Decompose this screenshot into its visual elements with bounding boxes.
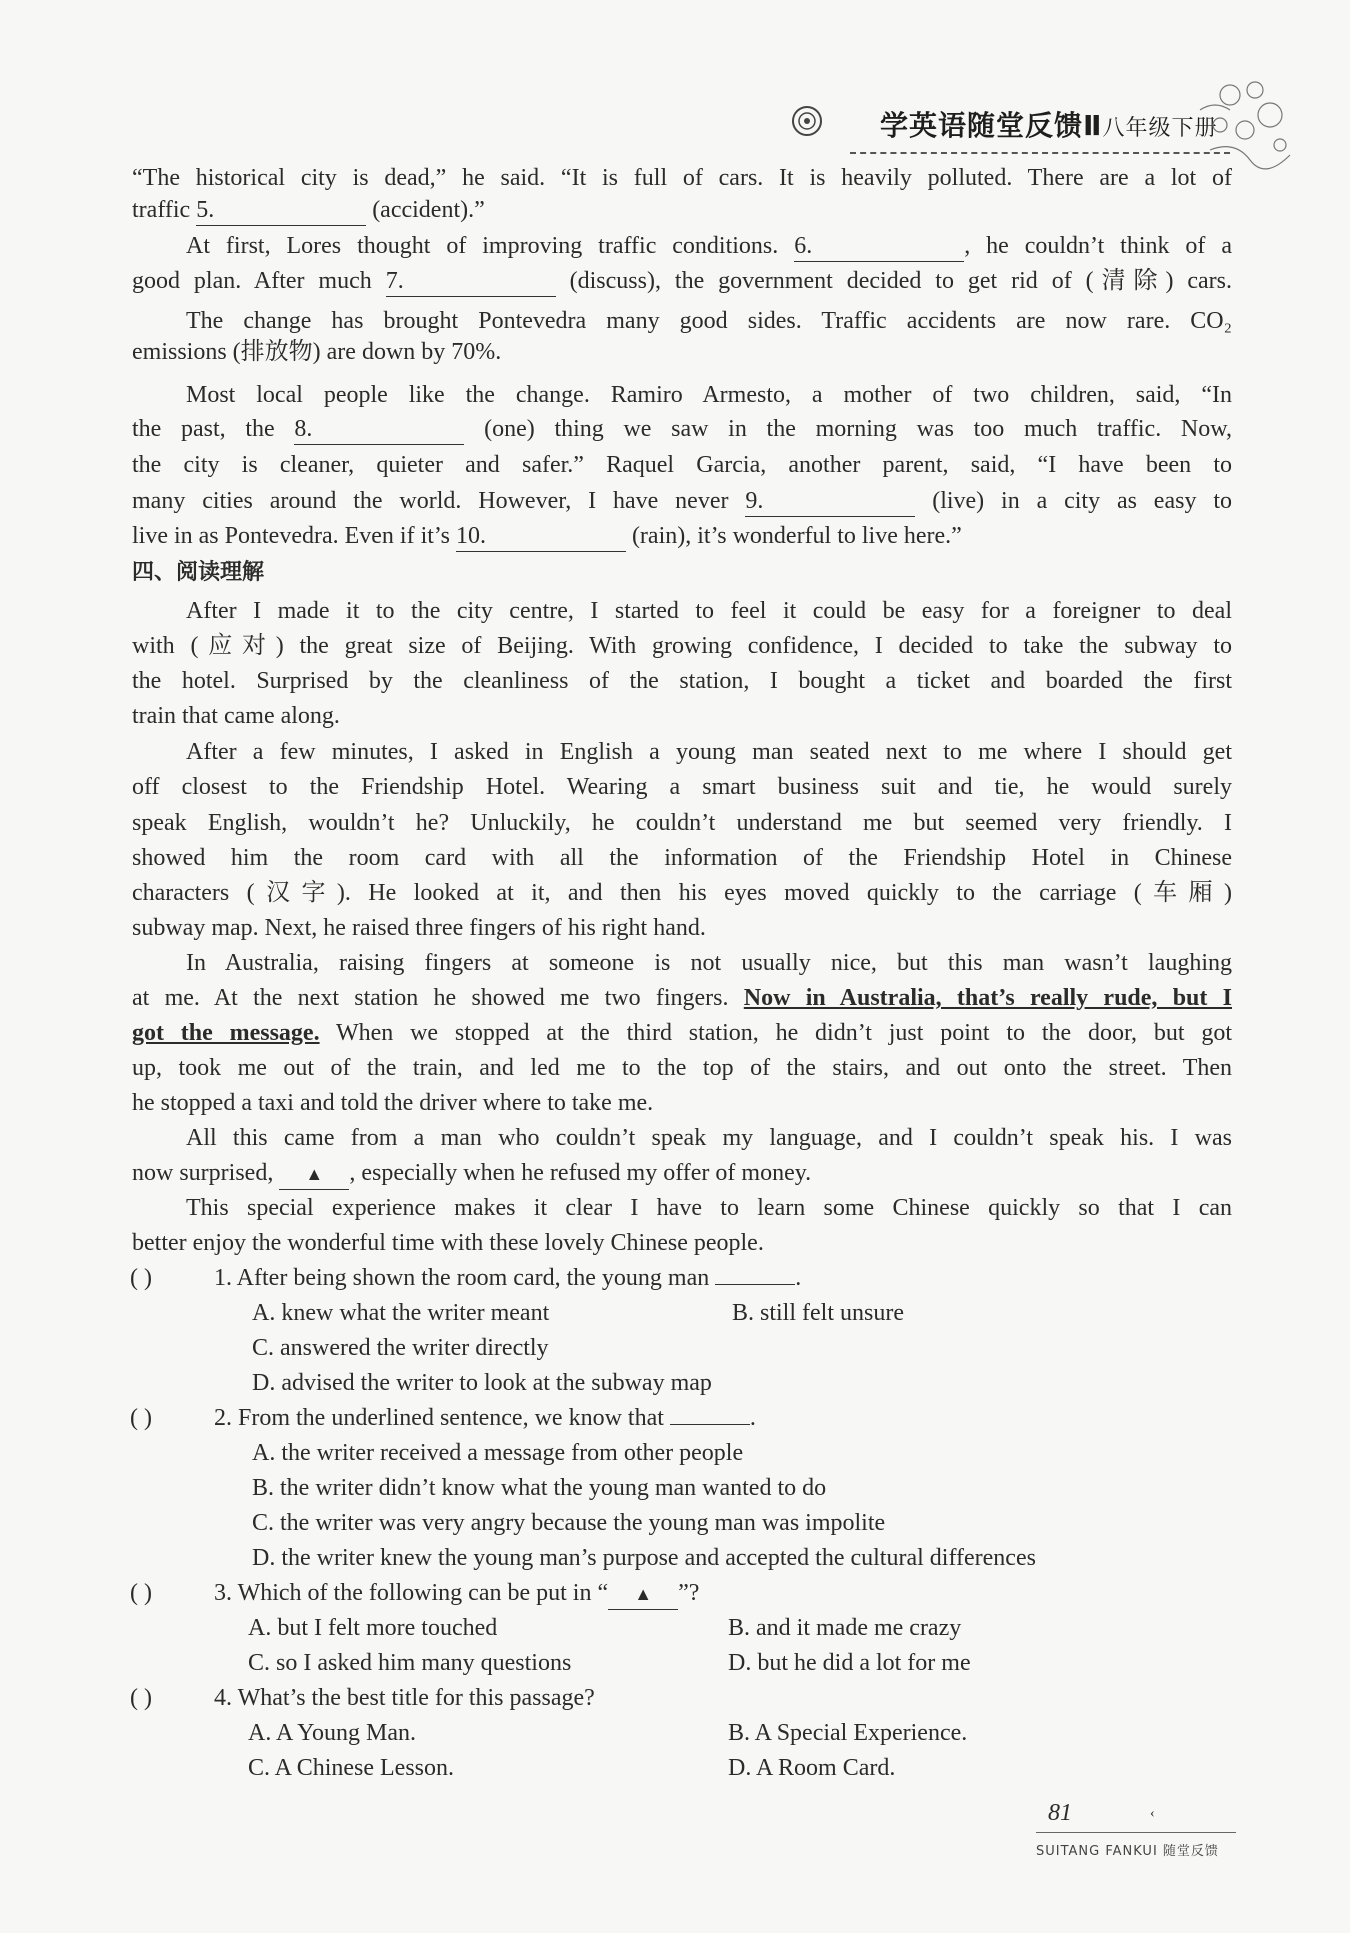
passage2-p3-line-1: In Australia, raising fingers at someone is not usually nice, but this man wasn’t laughing bbox=[186, 950, 1232, 976]
question-3: ( ) 3. Which of the following can be put in “ ▲ ”? bbox=[130, 1578, 699, 1610]
emblem-icon bbox=[790, 104, 824, 138]
q3-option-b[interactable]: B. and it made me crazy bbox=[728, 1615, 962, 1641]
answer-paren-1[interactable]: ( ) bbox=[130, 1265, 152, 1291]
passage2-p2-line-2: off closest to the Friendship Hotel. Wearing a smart business suit and tie, he would surely bbox=[132, 774, 1232, 800]
passage1-line-3: At first, Lores thought of improving traffic conditions. 6. , he couldn’t think of a bbox=[186, 231, 1232, 261]
q3-option-d[interactable]: D. but he did a lot for me bbox=[728, 1650, 971, 1676]
q1-option-d[interactable]: D. advised the writer to look at the subway map bbox=[252, 1370, 712, 1396]
passage1-line-9: the city is cleaner, quieter and safer.” Raquel Garcia, another parent, said, “I have been to bbox=[132, 452, 1232, 478]
triangle-mark-icon: ▲ bbox=[608, 1579, 678, 1610]
q1-option-b[interactable]: B. still felt unsure bbox=[732, 1300, 904, 1326]
q4-option-b[interactable]: B. A Special Experience. bbox=[728, 1720, 968, 1746]
passage2-p1-line-4: train that came along. bbox=[132, 703, 340, 729]
passage2-p2-line-1: After a few minutes, I asked in English a young man seated next to me where I should get bbox=[186, 739, 1232, 765]
passage2-p4-line-2: now surprised, ▲ , especially when he refused my offer of money. bbox=[132, 1158, 1232, 1190]
passage2-p3-line-5: he stopped a taxi and told the driver where to take me. bbox=[132, 1090, 654, 1116]
footer-rule bbox=[1036, 1832, 1236, 1833]
passage1-line-11: live in as Pontevedra. Even if it’s 10. (rain), it’s wonderful to live here.” bbox=[132, 521, 1232, 552]
passage1-line-4: good plan. After much 7. (discuss), the government decided to get rid of (清除) cars. bbox=[132, 266, 1232, 296]
passage2-p2-line-5: characters (汉字). He looked at it, and then his eyes moved quickly to the carriage (车厢) bbox=[132, 880, 1232, 906]
footer-brand: SUITANG FANKUI 随堂反馈 bbox=[1036, 1844, 1219, 1859]
passage1-line-5: The change has brought Pontevedra many good sides. Traffic accidents are now rare. CO₂ bbox=[186, 308, 1232, 334]
cloze-blank-8[interactable]: 8. bbox=[294, 414, 464, 445]
q4-option-c[interactable]: C. A Chinese Lesson. bbox=[248, 1755, 455, 1781]
cloze-blank-10[interactable]: 10. bbox=[456, 521, 626, 552]
q1-option-a[interactable]: A. knew what the writer meant bbox=[252, 1300, 550, 1326]
passage2-p3-line-4: up, took me out of the train, and led me to the top of the stairs, and out onto the street. Then bbox=[132, 1055, 1232, 1081]
question-1: ( ) 1. After being shown the room card, the young man . bbox=[130, 1265, 802, 1291]
page-number: 81 bbox=[1048, 1800, 1072, 1826]
passage2-p3-line-3: got the message. When we stopped at the third station, he didn’t just point to the door, but got bbox=[132, 1020, 1232, 1046]
q2-option-d[interactable]: D. the writer knew the young man’s purpose and accepted the cultural differences bbox=[252, 1545, 1036, 1571]
q2-option-c[interactable]: C. the writer was very angry because the young man was impolite bbox=[252, 1510, 886, 1536]
question-4: ( ) 4. What’s the best title for this passage? bbox=[130, 1685, 595, 1711]
passage2-p4-line-1: All this came from a man who couldn’t speak my language, and I couldn’t speak his. I was bbox=[186, 1125, 1232, 1151]
q2-option-a[interactable]: A. the writer received a message from other people bbox=[252, 1440, 744, 1466]
passage1-line-1: “The historical city is dead,” he said. “It is full of cars. It is heavily polluted. There are a lot of bbox=[132, 165, 1232, 191]
answer-paren-3[interactable]: ( ) bbox=[130, 1580, 152, 1606]
passage2-p5-line-1: This special experience makes it clear I have to learn some Chinese quickly so that I can bbox=[186, 1195, 1232, 1221]
passage2-p1-line-3: the hotel. Surprised by the cleanliness of the station, I bought a ticket and boarded the first bbox=[132, 668, 1232, 694]
passage1-line-6: emissions (排放物) are down by 70%. bbox=[132, 339, 502, 365]
q1-option-c[interactable]: C. answered the writer directly bbox=[252, 1335, 549, 1361]
passage1-line-2: traffic 5. (accident).” bbox=[132, 195, 1232, 226]
q1-blank[interactable] bbox=[715, 1284, 795, 1285]
passage2-p2-line-4: showed him the room card with all the information of the Friendship Hotel in Chinese bbox=[132, 845, 1232, 871]
cloze-blank-6[interactable]: 6. bbox=[794, 231, 964, 262]
cloze-blank-7[interactable]: 7. bbox=[386, 266, 556, 297]
answer-paren-4[interactable]: ( ) bbox=[130, 1685, 152, 1711]
passage2-p5-line-2: better enjoy the wonderful time with these lovely Chinese people. bbox=[132, 1230, 764, 1256]
passage2-p1-line-2: with (应对) the great size of Beijing. With growing confidence, I decided to take the subway to bbox=[132, 633, 1232, 659]
q2-option-b[interactable]: B. the writer didn’t know what the young man wanted to do bbox=[252, 1475, 827, 1501]
arrow-mark-icon: ‹ bbox=[1150, 1806, 1155, 1821]
question-2: ( ) 2. From the underlined sentence, we know that . bbox=[130, 1405, 756, 1431]
cloze-blank-9[interactable]: 9. bbox=[745, 486, 915, 517]
passage1-line-7: Most local people like the change. Ramiro Armesto, a mother of two children, said, “In bbox=[186, 382, 1232, 408]
passage2-p3-line-2: at me. At the next station he showed me two fingers. Now in Australia, that’s really rude, but I bbox=[132, 985, 1232, 1011]
q4-option-d[interactable]: D. A Room Card. bbox=[728, 1755, 896, 1781]
passage2-p1-line-1: After I made it to the city centre, I started to feel it could be easy for a foreigner to deal bbox=[186, 598, 1232, 624]
answer-paren-2[interactable]: ( ) bbox=[130, 1405, 152, 1431]
section-title-reading: 四、阅读理解 bbox=[132, 560, 265, 585]
q3-option-c[interactable]: C. so I asked him many questions bbox=[248, 1650, 572, 1676]
passage2-p2-line-6: subway map. Next, he raised three fingers of his right hand. bbox=[132, 915, 706, 941]
underlined-sentence: Now in Australia, that’s really rude, but I bbox=[743, 985, 1232, 1011]
underlined-sentence-end: got the message. bbox=[132, 1020, 320, 1046]
header-dashed-rule bbox=[850, 152, 1230, 154]
cloze-blank-5[interactable]: 5. bbox=[196, 195, 366, 226]
triangle-blank[interactable]: ▲ bbox=[279, 1159, 349, 1190]
q2-blank[interactable] bbox=[670, 1424, 750, 1425]
q4-option-a[interactable]: A. A Young Man. bbox=[248, 1720, 417, 1746]
passage1-line-10: many cities around the world. However, I have never 9. (live) in a city as easy to bbox=[132, 486, 1232, 516]
q3-option-a[interactable]: A. but I felt more touched bbox=[248, 1615, 498, 1641]
passage2-p2-line-3: speak English, wouldn’t he? Unluckily, he couldn’t understand me but seemed very friendly. I bbox=[132, 810, 1232, 836]
header-title: 学英语随堂反馈Ⅱ八年级下册 bbox=[880, 109, 1218, 142]
passage1-line-8: the past, the 8. (one) thing we saw in the morning was too much traffic. Now, bbox=[132, 414, 1232, 444]
